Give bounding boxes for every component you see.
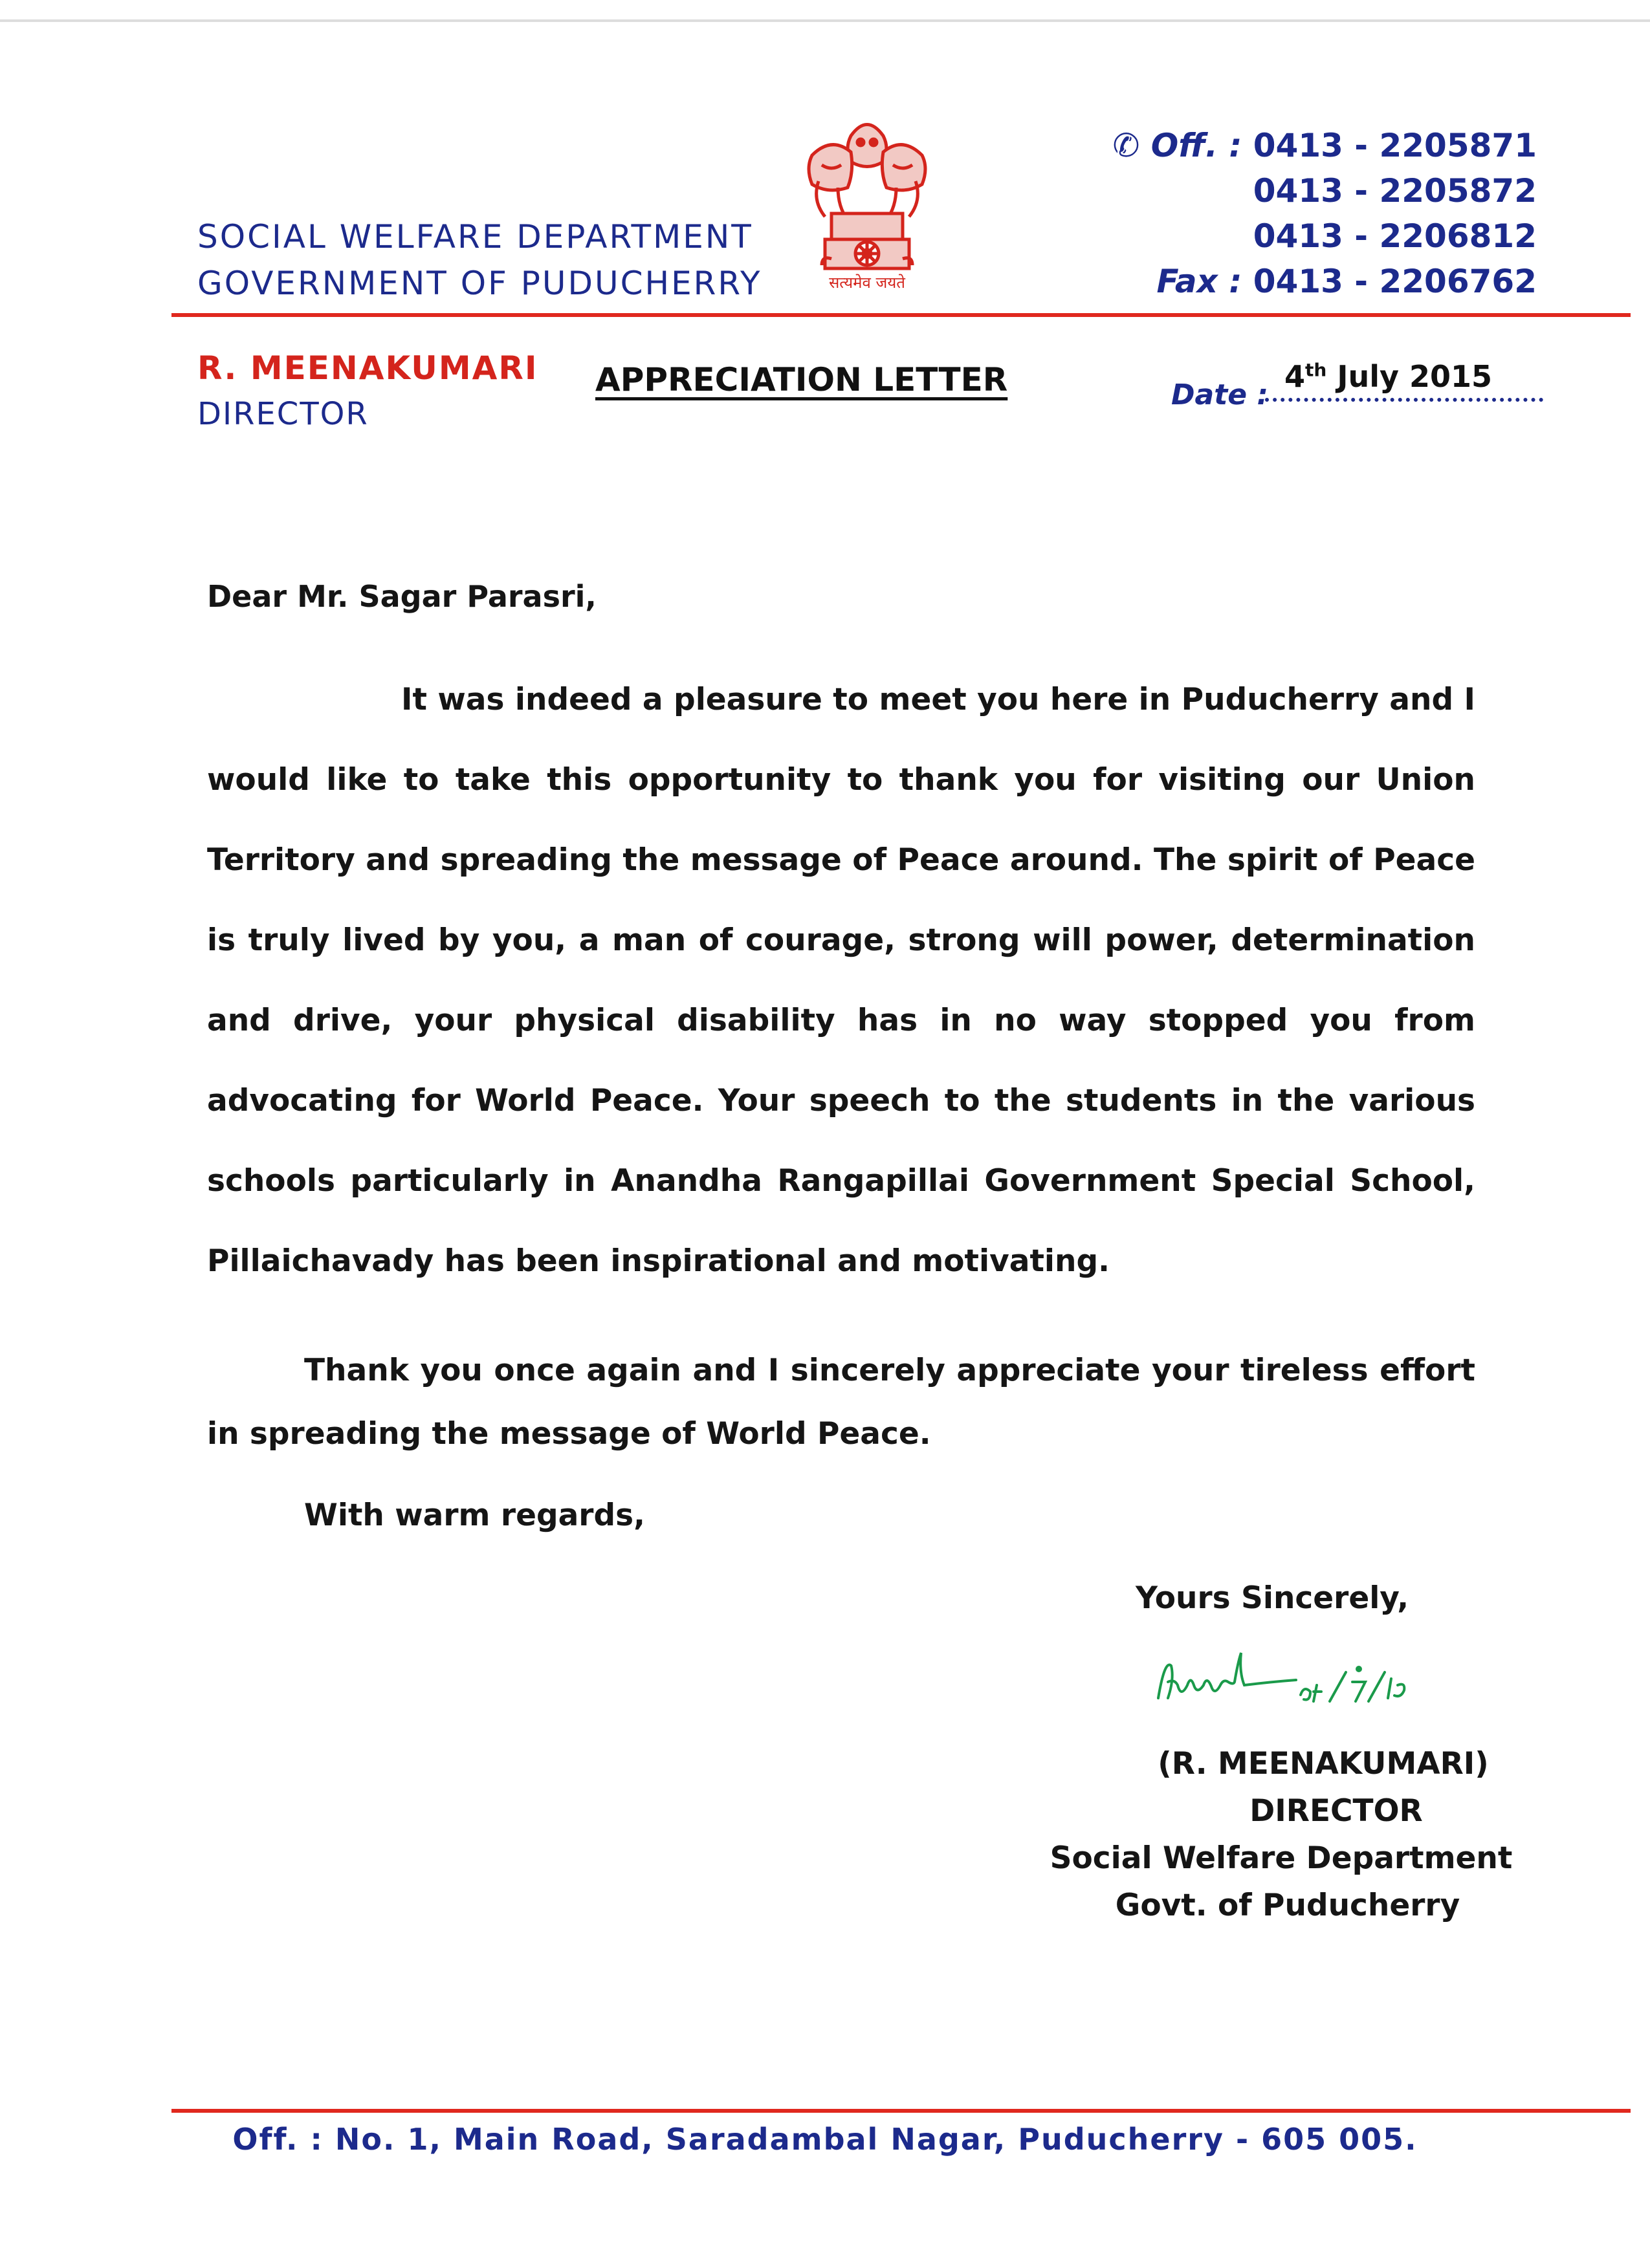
phone-number: 0413 - 2205871 <box>1253 127 1537 164</box>
signatory-department: Social Welfare Department <box>1050 1840 1513 1876</box>
contact-numbers <box>1112 123 1537 304</box>
phone-number: 0413 - 2206812 <box>1253 217 1537 255</box>
handwritten-signature <box>1152 1646 1436 1717</box>
sender-name: R. MEENAKUMARI <box>197 349 538 387</box>
date-day: 4 <box>1284 359 1306 394</box>
phone-line-1 <box>1112 123 1537 168</box>
phone-line-4 <box>1112 259 1537 304</box>
phone-label-fax: Fax : <box>1156 263 1253 300</box>
sender-title: DIRECTOR <box>197 396 369 432</box>
signatory-title: DIRECTOR <box>1249 1793 1423 1829</box>
phone-line-3 <box>1112 213 1537 259</box>
date-suffix: th <box>1305 359 1327 381</box>
emblem-motto: सत्यमेव जयते <box>829 274 905 292</box>
footer-divider <box>171 2109 1631 2113</box>
footer-address: Off. : No. 1, Main Road, Saradambal Nagar, Puducherry - 605 005. <box>232 2122 1418 2157</box>
department-line-1: SOCIAL WELFARE DEPARTMENT <box>197 218 753 256</box>
salutation: Dear Mr. Sagar Parasri, <box>207 579 597 614</box>
body-paragraph-2: Thank you once again and I sincerely appreciate your tireless effort in spreading the message of World Peace. <box>207 1353 1475 1452</box>
closing-yours-sincerely: Yours Sincerely, <box>1136 1580 1409 1616</box>
signatory-government: Govt. of Puducherry <box>1115 1888 1460 1923</box>
body-paragraph-1: It was indeed a pleasure to meet you here in Puducherry and I would like to take this opportunity to thank you for visiting our Union Territory and spreading the message of Peace around. The spirit of Peace is truly lived by you, a man of courage, strong will power, determination and drive, your physical disability has in no way stopped you from advocating for World Peace. Your speech to the students in the various schools particularly in Anandha Rangapillai Government Special School, Pillaichavady has been inspirational and motivating. <box>207 682 1475 1279</box>
fax-number: 0413 - 2206762 <box>1253 263 1537 300</box>
date-label: Date : <box>1171 378 1269 411</box>
department-line-2: GOVERNMENT OF PUDUCHERRY <box>197 265 762 302</box>
header-divider <box>171 313 1631 317</box>
phone-number: 0413 - 2205872 <box>1253 172 1537 210</box>
phone-line-2 <box>1112 168 1537 213</box>
signature-block <box>1035 1740 1527 1929</box>
phone-label-office: ✆ Off. : <box>1112 127 1253 164</box>
closing-regards: With warm regards, <box>304 1498 645 1533</box>
scan-edge <box>0 19 1650 22</box>
letter-title: APPRECIATION LETTER <box>595 361 1008 398</box>
signatory-name: (R. MEENAKUMARI) <box>1158 1746 1489 1782</box>
department-heading <box>197 213 762 307</box>
letter-date <box>1284 359 1492 394</box>
date-month-year: July 2015 <box>1326 359 1493 394</box>
